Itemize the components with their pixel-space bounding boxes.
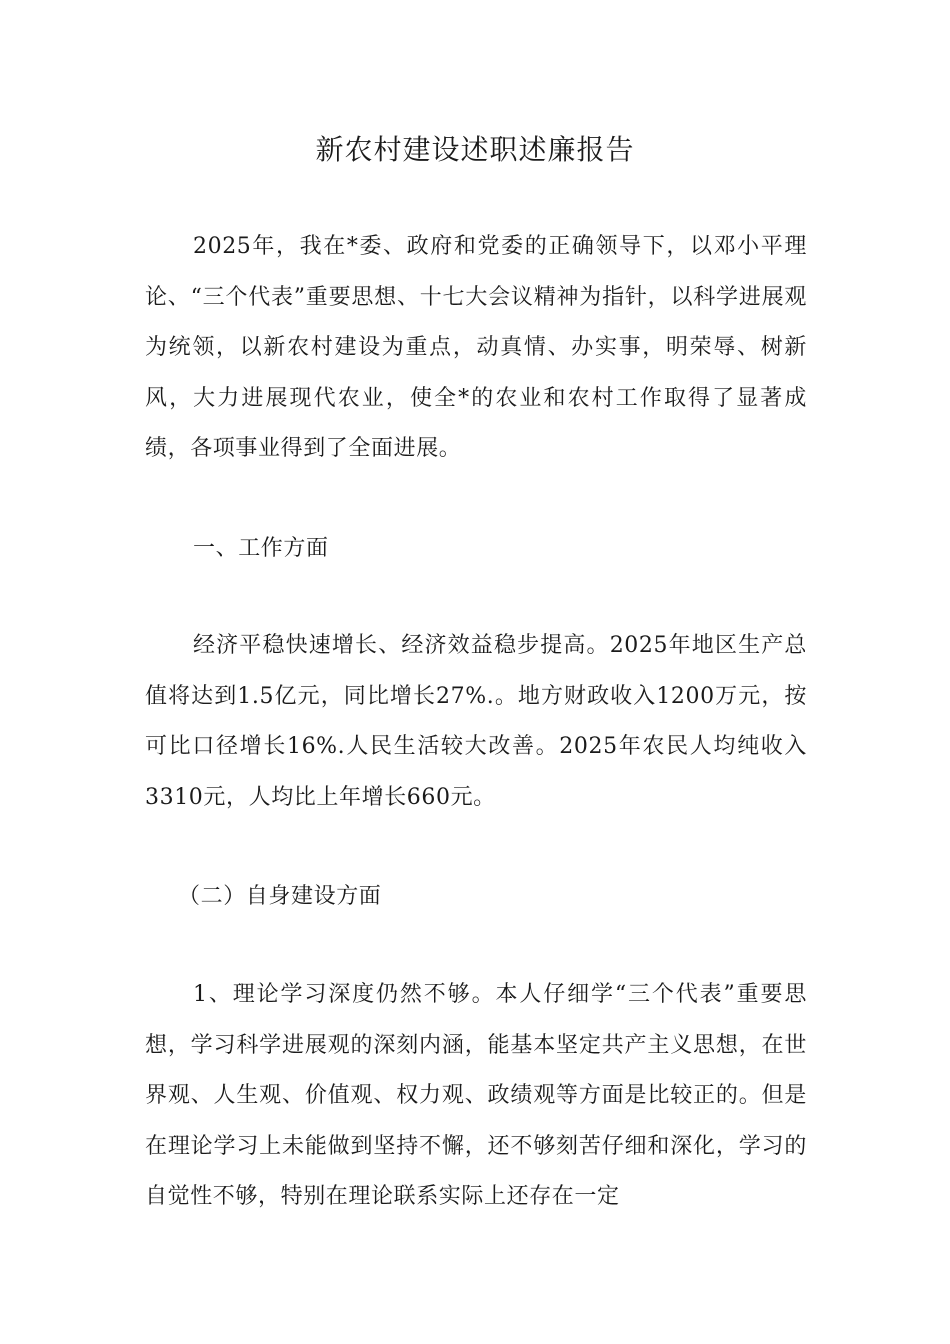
intro-paragraph: 2025年，我在*委、政府和党委的正确领导下，以邓小平理论、“三个代表”重要思想、十七大会议精神为指针，以科学进展观为统领，以新农村建设为重点，动真情、办实事，明荣辱、树新风，大力进展现代农业，使全*的农业和农村工作取得了显著成绩，各项事业得到了全面进展。 — [145, 234, 807, 461]
section-heading-self-building: （二）自身建设方面 — [178, 884, 382, 909]
document-title: 新农村建设述职述廉报告 — [315, 133, 635, 166]
self-building-paragraph: 1、理论学习深度仍然不够。本人仔细学“三个代表”重要思想，学习科学进展观的深刻内涵，能基本坚定共产主义思想，在世界观、人生观、价值观、权力观、政绩观等方面是比较正的。但是在理论学习上未能做到坚持不懈，还不够刻苦仔细和深化，学习的自觉性不够，特别在理论联系实际上还存在一定 — [145, 982, 807, 1209]
section-heading-work: 一、工作方面 — [193, 536, 329, 561]
work-paragraph: 经济平稳快速增长、经济效益稳步提高。2025年地区生产总值将达到1.5亿元，同比增长27%.。地方财政收入1200万元，按可比口径增长16%.人民生活较大改善。2025年农民人均纯收入3310元，人均比上年增长660元。 — [145, 633, 807, 810]
